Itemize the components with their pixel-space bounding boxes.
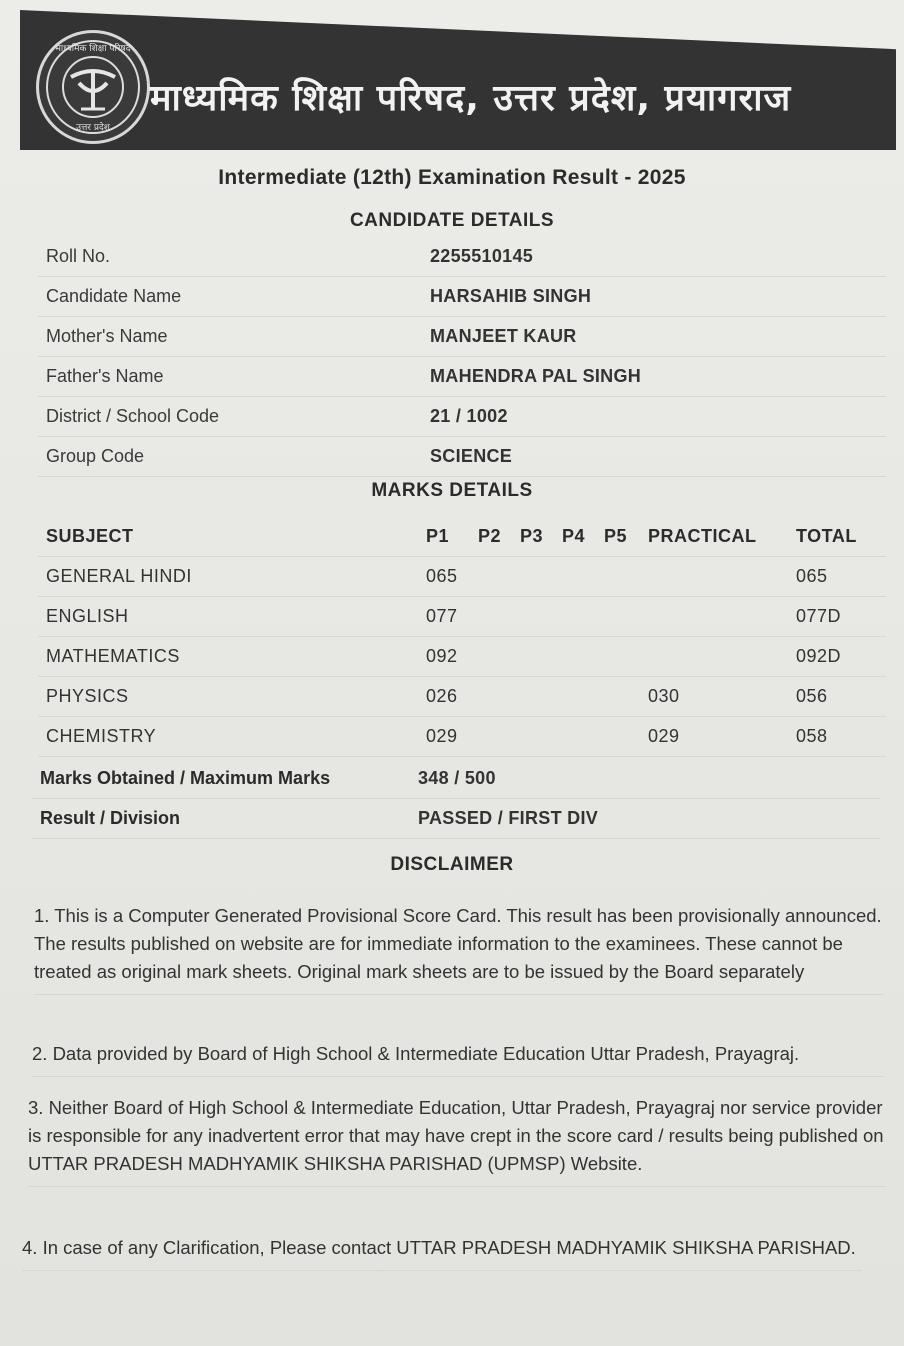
subject-cell: GENERAL HINDI (46, 566, 192, 586)
disclaimer-title: DISCLAIMER (390, 854, 514, 875)
result-division-value: PASSED / FIRST DIV (418, 808, 599, 828)
detail-row-candidate-name (38, 276, 886, 317)
detail-value: HARSAHIB SINGH (430, 286, 592, 306)
marks-obtained-label: Marks Obtained / Maximum Marks (40, 768, 331, 788)
table-row (38, 716, 886, 757)
emblem-icon (43, 37, 143, 137)
detail-value: MANJEET KAUR (430, 326, 577, 346)
detail-label: Mother's Name (46, 326, 168, 346)
disclaimer-item: 4. In case of any Clarification, Please contact UTTAR PRADESH MADHYAMIK SHIKSHA PARISHAD. (22, 1234, 862, 1271)
header-p2: P2 (478, 526, 502, 546)
table-row (38, 636, 886, 677)
up-board-emblem-logo (36, 30, 150, 144)
p1-cell: 077 (426, 606, 458, 626)
header-p1: P1 (426, 526, 450, 546)
marks-obtained-row (32, 758, 880, 799)
result-division-label: Result / Division (40, 808, 181, 828)
total-cell: 058 (796, 726, 828, 746)
header-practical: PRACTICAL (648, 526, 757, 546)
subject-cell: MATHEMATICS (46, 646, 180, 666)
header-p5: P5 (604, 526, 628, 546)
header-total: TOTAL (796, 526, 857, 546)
detail-row-mother-name (38, 316, 886, 357)
subject-cell: ENGLISH (46, 606, 129, 626)
detail-row-father-name (38, 356, 886, 397)
disclaimer-item: 3. Neither Board of High School & Intermediate Education, Uttar Pradesh, Prayagraj nor service provider is responsible for any inadvertent error that may have crept in the score card / results being published on UTTAR PRADESH MADHYAMIK SHIKSHA PARISHAD (UPMSP) Website. (28, 1094, 886, 1187)
board-title: माध्यमिक शिक्षा परिषद, उत्तर प्रदेश, प्रयागराज (150, 78, 792, 119)
detail-label: Roll No. (46, 246, 111, 266)
header-subject: SUBJECT (46, 526, 134, 546)
disclaimer-item: 1. This is a Computer Generated Provisional Score Card. This result has been provisionally announced. The results published on website are for immediate information to the examinees. These cannot be treated as original mark sheets. Original mark sheets are to be issued by the Board separately (34, 902, 884, 995)
p1-cell: 092 (426, 646, 458, 666)
detail-value: 2255510145 (430, 246, 534, 266)
table-row (38, 676, 886, 717)
candidate-details-title: CANDIDATE DETAILS (349, 210, 555, 231)
detail-label: Father's Name (46, 366, 164, 386)
result-division-row (32, 798, 880, 839)
disclaimer-item: 2. Data provided by Board of High School & Intermediate Education Uttar Pradesh, Prayagraj. (32, 1040, 884, 1077)
practical-cell: 030 (648, 686, 680, 706)
total-cell: 065 (796, 566, 828, 586)
marks-details-title: MARKS DETAILS (371, 480, 533, 501)
exam-title: Intermediate (12th) Examination Result - 2025 (218, 166, 686, 189)
header-p3: P3 (520, 526, 544, 546)
p1-cell: 029 (426, 726, 458, 746)
detail-row-district-school-code (38, 396, 886, 437)
practical-cell: 029 (648, 726, 680, 746)
marks-header-row (38, 516, 886, 557)
total-cell: 056 (796, 686, 828, 706)
total-cell: 092D (796, 646, 842, 666)
subject-cell: PHYSICS (46, 686, 129, 706)
detail-row-group-code (38, 436, 886, 477)
header-p4: P4 (562, 526, 586, 546)
logo-top-text: माध्यमिक शिक्षा परिषद (55, 44, 131, 54)
detail-value: SCIENCE (430, 446, 513, 466)
p1-cell: 026 (426, 686, 458, 706)
detail-label: Group Code (46, 446, 145, 466)
subject-cell: CHEMISTRY (46, 726, 157, 746)
detail-value: MAHENDRA PAL SINGH (430, 366, 642, 386)
logo-bottom-text: उत्तर प्रदेश (76, 123, 110, 133)
total-cell: 077D (796, 606, 842, 626)
detail-row-roll-no (38, 236, 886, 277)
detail-label: Candidate Name (46, 286, 182, 306)
marks-obtained-value: 348 / 500 (418, 768, 496, 788)
detail-value: 21 / 1002 (430, 406, 508, 426)
detail-label: District / School Code (46, 406, 220, 426)
table-row (38, 556, 886, 597)
table-row (38, 596, 886, 637)
p1-cell: 065 (426, 566, 458, 586)
